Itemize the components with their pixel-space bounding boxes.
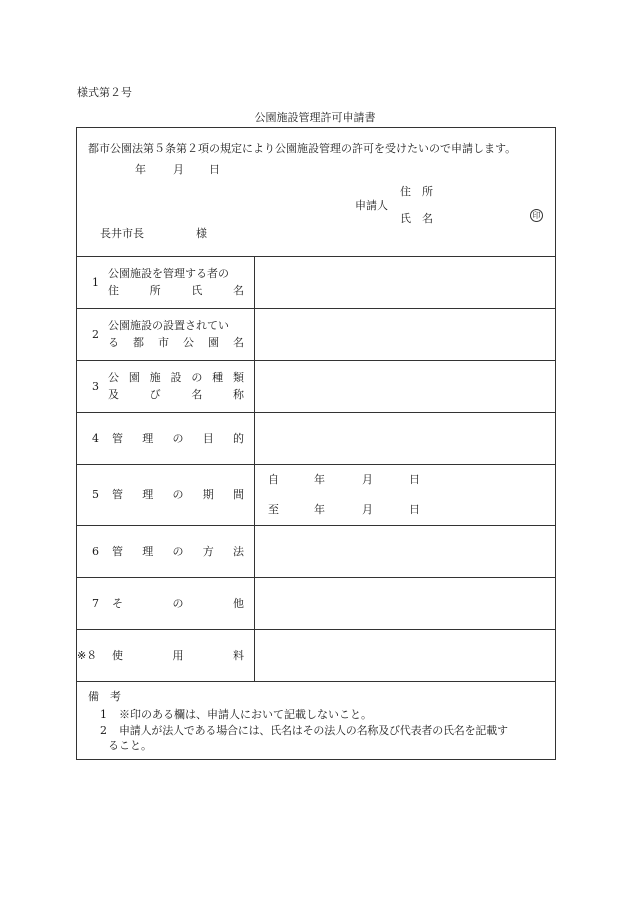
applicant-label: 申請人 — [355, 199, 388, 212]
remark-text-continued: ること。 — [108, 739, 152, 752]
label-char: 管 — [112, 488, 123, 501]
row-label-line1: 公園施設を管理する者の — [108, 267, 229, 280]
label-char: 名 — [233, 336, 244, 349]
remark-number: 2 — [100, 724, 107, 737]
row-label-line2 — [108, 389, 244, 400]
label-char: の — [172, 545, 184, 558]
addressee: 長井市長 — [100, 227, 144, 240]
label-char: 類 — [232, 371, 244, 384]
row-number: 6 — [92, 545, 99, 558]
intro-text: 都市公園法第５条第２項の規定により公園施設管理の許可を受けたいので申請します。 — [88, 142, 517, 155]
row-number: ※８ — [77, 649, 98, 662]
label-char: び — [149, 388, 161, 401]
label-char: 公 — [108, 371, 119, 384]
row-divider — [76, 308, 556, 309]
label-char: 理 — [142, 432, 154, 445]
period-to-year: 年 — [314, 503, 325, 516]
row-number: 7 — [92, 597, 99, 610]
row-number: 3 — [92, 380, 99, 393]
row-label — [112, 433, 244, 444]
date-year-label: 年 — [135, 163, 146, 176]
row-divider — [76, 577, 556, 578]
label-char: 理 — [142, 545, 154, 558]
label-char: の — [172, 432, 184, 445]
label-char: 氏 — [191, 284, 203, 297]
column-divider — [254, 256, 255, 681]
period-from-year: 年 — [314, 473, 325, 486]
remark-number: 1 — [100, 708, 107, 721]
remark-text: ※印のある欄は、申請人において記載しないこと。 — [119, 708, 372, 721]
date-day-label: 日 — [209, 163, 220, 176]
name-label: 氏 名 — [400, 212, 433, 225]
address-label: 住 所 — [400, 185, 433, 198]
row-divider — [76, 360, 556, 361]
form-number: 様式第２号 — [77, 86, 132, 99]
label-char: 公 — [183, 336, 194, 349]
label-char: 及 — [108, 388, 119, 401]
seal-mark: 印 — [530, 209, 543, 222]
row-label — [112, 598, 244, 609]
row-divider — [76, 629, 556, 630]
label-char: 使 — [112, 649, 123, 662]
label-char: 称 — [232, 388, 244, 401]
label-char: 管 — [112, 545, 123, 558]
period-from-month: 月 — [362, 473, 373, 486]
row-label-line1: 公園施設の設置されてい — [108, 319, 229, 332]
remark-text: 申請人が法人である場合には、氏名はその法人の名称及び代表者の氏名を記載す — [119, 724, 508, 737]
period-from-day: 日 — [409, 473, 420, 486]
label-char: 住 — [108, 284, 119, 297]
row-number: 4 — [92, 432, 99, 445]
row-divider — [76, 412, 556, 413]
label-char: 用 — [172, 649, 184, 662]
label-char: 名 — [232, 284, 244, 297]
period-to-day: 日 — [409, 503, 420, 516]
label-char: の — [191, 371, 203, 384]
label-char: の — [172, 597, 184, 610]
label-char: 間 — [233, 488, 244, 501]
row-divider — [76, 681, 556, 682]
period-from-label: 自 — [268, 473, 279, 486]
label-char: 的 — [233, 432, 244, 445]
row-divider — [76, 256, 556, 257]
row-label-line2 — [108, 337, 244, 348]
label-char: 法 — [233, 545, 244, 558]
label-char: 都 — [133, 336, 144, 349]
row-number: 1 — [92, 276, 99, 289]
label-char: 方 — [202, 545, 214, 558]
period-to-label: 至 — [268, 503, 279, 516]
label-char: 種 — [212, 371, 224, 384]
label-char: 理 — [142, 488, 154, 501]
label-char: 園 — [128, 371, 140, 384]
row-label-line2 — [108, 285, 244, 296]
label-char: 施 — [149, 371, 161, 384]
row-label — [112, 546, 244, 557]
date-month-label: 月 — [173, 163, 184, 176]
label-char: 他 — [233, 597, 244, 610]
label-char: 期 — [202, 488, 214, 501]
remarks-title: 備 考 — [88, 690, 121, 703]
label-char: の — [172, 488, 184, 501]
row-number: 5 — [92, 488, 99, 501]
label-char: 市 — [158, 336, 169, 349]
label-char: 所 — [149, 284, 161, 297]
label-char: 名 — [191, 388, 203, 401]
row-divider — [76, 464, 556, 465]
row-label — [112, 489, 244, 500]
period-to-month: 月 — [362, 503, 373, 516]
label-char: そ — [112, 597, 123, 610]
row-number: 2 — [92, 328, 99, 341]
row-label-line1 — [108, 372, 244, 383]
row-divider — [76, 525, 556, 526]
label-char: 目 — [202, 432, 214, 445]
label-char: 管 — [112, 432, 123, 445]
label-char: る — [108, 336, 119, 349]
honorific: 様 — [196, 227, 207, 240]
row-label — [112, 650, 244, 661]
label-char: 設 — [170, 371, 182, 384]
form-title: 公園施設管理許可申請書 — [254, 111, 376, 124]
label-char: 園 — [208, 336, 219, 349]
label-char: 料 — [233, 649, 244, 662]
